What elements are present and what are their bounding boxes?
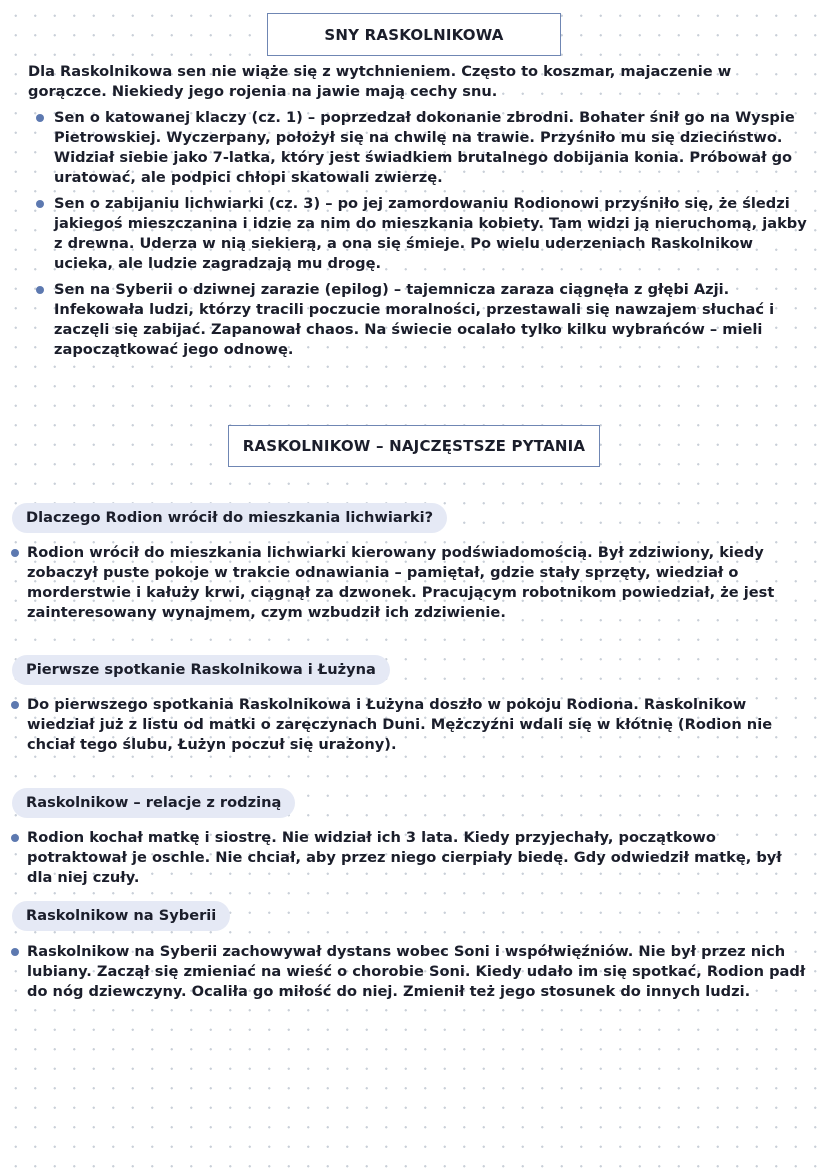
bullet-icon [36, 114, 44, 122]
bullet-icon [11, 549, 19, 557]
answer-body: Do pierwszego spotkania Raskolnikowa i Łużyna doszło w pokoju Rodiona. Raskolnikow wiedział już z listu od matki o zaręczynach Duni. Mężczyźni wdali się w kłótnię (Rodion nie chciał tego ślubu, Łużyn poczuł się urażony). [27, 696, 773, 753]
answer-text [10, 543, 810, 623]
dreams-intro: Dla Raskolnikowa sen nie wiąże się z wytchnieniem. Często to koszmar, majaczenie w gorączce. Niekiedy jego rojenia na jawie mają cechy snu. [28, 63, 732, 100]
answer-body: Raskolnikow na Syberii zachowywał dystans wobec Soni i współwięźniów. Nie był przez nich lubiany. Zaczął się zmieniać na wieść o chorobie Soni. Kiedy udało im się spotkać, Rodion padł do nóg dziewczyny. Ocaliła go miłość do niej. Zmienił też jego stosunek do innych ludzi. [27, 943, 806, 1000]
answer-text [10, 828, 810, 888]
question-heading: Raskolnikow – relacje z rodziną [12, 788, 295, 818]
bullet-icon [11, 834, 19, 842]
bullet-icon [11, 948, 19, 956]
question-heading: Dlaczego Rodion wrócił do mieszkania lichwiarki? [12, 503, 447, 533]
list-item [36, 108, 811, 188]
bullet-icon [36, 200, 44, 208]
bullet-icon [11, 701, 19, 709]
dream-text: Sen o katowanej klaczy (cz. 1) – poprzedzał dokonanie zbrodni. Bohater śnił go na Wyspie Pietrowskiej. Wyczerpany, położył się na chwilę na trawie. Przyśniło mu się dzieciństwo. Widział siebie jako 7-latka, który jest świadkiem brutalnego dobijania konia. Próbował go uratować, ale podpici chłopi skatowali zwierzę. [54, 109, 795, 186]
dream-text: Sen o zabijaniu lichwiarki (cz. 3) – po jej zamordowaniu Rodionowi przyśniło się, że śledzi jakiegoś mieszczanina i idzie za nim do mieszkania kobiety. Tam widzi ją nieruchomą, jakby z drewna. Uderza w nią siekierą, a ona się śmieje. Po wielu uderzeniach Raskolnikow ucieka, ale ludzie zagradzają mu drogę. [54, 195, 807, 272]
question-heading: Raskolnikow na Syberii [12, 901, 230, 931]
list-item [36, 280, 811, 360]
answer-text [10, 942, 810, 1002]
bullet-icon [36, 286, 44, 294]
section-title-questions: RASKOLNIKOW – NAJCZĘSTSZE PYTANIA [228, 425, 600, 467]
dream-text: Sen na Syberii o dziwnej zarazie (epilog) – tajemnicza zaraza ciągnęła z głębi Azji. Infekowała ludzi, którzy tracili poczucie moralności, przestawali się nawzajem słuchać i zaczęli się zabijać. Zapanował chaos. Na świecie ocalało tylko kilku wybrańców – mieli zapoczątkować jego odnowę. [54, 281, 775, 358]
section-title-dreams: SNY RASKOLNIKOWA [267, 13, 561, 56]
question-heading: Pierwsze spotkanie Raskolnikowa i Łużyna [12, 655, 390, 685]
dreams-list [36, 108, 811, 366]
answer-body: Rodion wrócił do mieszkania lichwiarki kierowany podświadomością. Był zdziwiony, kiedy zobaczył puste pokoje w trakcie odnawiania – pamiętał, gdzie stały sprzęty, wiedział o morderstwie i kałuży krwi, ciągnął za dzwonek. Pracującym robotnikom powiedział, że jest zainteresowany wynajmem, czym wzbudził ich zdziwienie. [27, 544, 775, 621]
answer-body: Rodion kochał matkę i siostrę. Nie widział ich 3 lata. Kiedy przyjechały, początkowo potraktował je oschle. Nie chciał, aby przez niego cierpiały biedę. Gdy odwiedził matkę, był dla niej czuły. [27, 829, 782, 886]
list-item [36, 194, 811, 274]
answer-text [10, 695, 810, 755]
